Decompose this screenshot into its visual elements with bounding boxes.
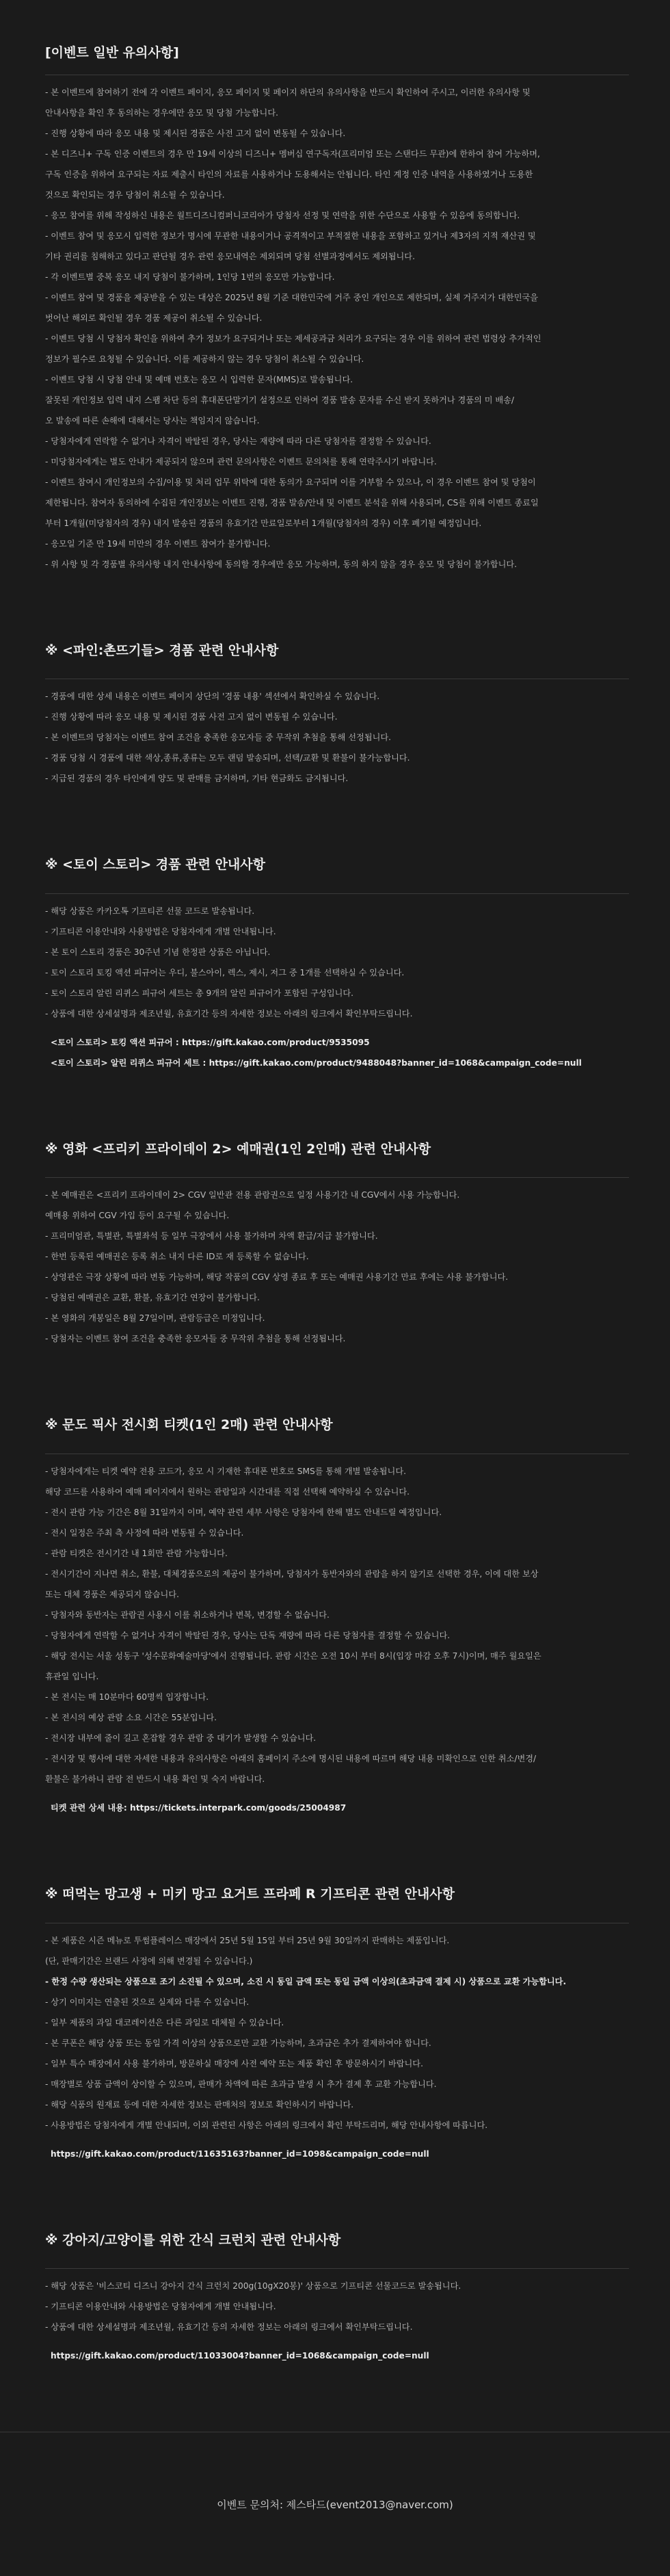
notice-line: - 기프티콘 이용안내와 사용방법은 당첨자에게 개별 안내됩니다. [45, 2302, 276, 2312]
notice-line: - 전시기간이 지나면 취소, 환불, 대체경품으로의 제공이 불가하며, 당첨자가 동반자와의 관람을 하지 않기로 선택한 경우, 이에 대한 보상 [45, 1568, 539, 1579]
notice-line: 오 발송에 따른 손해에 대해서는 당사는 책임지지 않습니다. [45, 415, 260, 425]
notice-line: 제한됩니다. 참여자 동의하에 수집된 개인정보는 이벤트 진행, 경품 발송/안내 및 이벤트 분석을 위해 사용되며, CS를 위해 이벤트 종료일 [45, 497, 539, 508]
notice-line: - 한정 수량 생산되는 상품으로 조기 소진될 수 있으며, 소진 시 동일 금액 또는 동일 금액 이상의(초과금액 결제 시) 상품으로 교환 가능합니다. [45, 1976, 567, 1986]
notice-line: 부터 1개월(미당첨자의 경우) 내지 발송된 경품의 유효기간 만료일로부터 1개월(당첨자의 경우) 이후 폐기될 예정입니다. [45, 518, 482, 528]
mango-links [45, 2144, 629, 2164]
fine-notice-list [45, 686, 629, 789]
notice-line: - 토이 스토리 토킹 액션 피규어는 우디, 불스아이, 렉스, 제시, 저그 중 1개를 선택하실 수 있습니다. [45, 967, 405, 977]
notice-line: 구독 인증을 위하여 요구되는 자료 제출시 타인의 자료를 사용하거나 도용해서는 안됩니다. 타인 계정 인증 내역을 사용하였거나 도용한 [45, 169, 533, 179]
mango-notice-title: ※ 떠먹는 망고생 + 미키 망고 요거트 프라페 R 기프티콘 관련 안내사항 [45, 1886, 455, 1902]
pet-snack-notice-title: ※ 강아지/고양이를 위한 간식 크런치 관련 안내사항 [45, 2232, 341, 2248]
notice-line: - 본 예매권은 <프리키 프라이데이 2> CGV 일반관 전용 관람권으로 일정 사용기간 내 CGV에서 사용 가능합니다. [45, 1190, 460, 1200]
notice-line: - 이벤트 참여시 개인정보의 수집/이용 및 처리 업무 위탁에 대한 동의가 요구되며 이를 거부할 수 있으나, 이 경우 이벤트 참여 및 당첨이 [45, 477, 536, 487]
mango-notice-section [45, 1885, 629, 2164]
fine-notice-section [45, 642, 629, 789]
notice-line: 안내사항을 확인 후 동의하는 경우에만 응모 및 당첨 가능합니다. [45, 107, 278, 118]
notice-line: - 해당 상품은 카카오톡 기프티콘 선물 코드로 발송됩니다. [45, 906, 255, 916]
notice-line: - 본 제품은 시즌 메뉴로 투썸플레이스 매장에서 25년 5월 15일 부터 25년 9월 30일까지 판매하는 제품입니다. [45, 1935, 450, 1945]
fine-notice-title: ※ <파인:촌뜨기들> 경품 관련 안내사항 [45, 642, 279, 658]
notice-line: - 일부 특수 매장에서 사용 불가하며, 방문하실 매장에 사전 예약 또는 제품 확인 후 방문하시기 바랍니다. [45, 2058, 423, 2068]
notice-line: - 당첨자는 이벤트 참여 조건을 충족한 응모자들 중 무작위 추첨을 통해 선정됩니다. [45, 1334, 346, 1344]
exhibition-links [45, 1798, 629, 1818]
pet-snack-notice-list [45, 2276, 629, 2337]
notice-line: 기타 권리를 침해하고 있다고 판단될 경우 관련 응모내역은 제외되며 당첨 선별과정에서도 제외됩니다. [45, 251, 415, 261]
notice-line: - 당첨자에게 연락할 수 없거나 자격이 박탈된 경우, 당사는 단독 재량에 따라 다른 당첨자를 결정할 수 있습니다. [45, 1630, 451, 1640]
notice-line: - 각 이벤트별 중복 응모 내지 당첨이 불가하며, 1인당 1번의 응모만 가능합니다. [45, 272, 335, 282]
notice-line: - 해당 식품의 원재료 등에 대한 자세한 정보는 판매처의 정보로 확인하시기 바랍니다. [45, 2099, 354, 2110]
notice-line: (단, 판매기간은 브랜드 사정에 의해 변경될 수 있습니다.) [45, 1956, 253, 1966]
notice-line: - 당첨된 예매권은 교환, 환불, 유효기간 연장이 불가합니다. [45, 1293, 260, 1303]
notice-line: - 프리미엄관, 특별관, 특별좌석 등 일부 극장에서 사용 불가하며 차액 환급/지급 불가합니다. [45, 1231, 378, 1241]
notice-line: - 전시장 및 행사에 대한 자세한 내용과 유의사항은 아래의 홈페이지 주소에 명시된 내용에 따르며 해당 내용 미확인으로 인한 취소/변경/ [45, 1753, 537, 1763]
notice-line: - 상품에 대한 상세설명과 제조년월, 유효기간 등의 자세한 정보는 아래의 링크에서 확인부탁드립니다. [45, 2322, 413, 2332]
notice-line: - 한번 등록된 예매권은 등록 취소 내지 다른 ID로 재 등록할 수 없습니다. [45, 1252, 309, 1262]
notice-line: 휴관일 입니다. [45, 1671, 99, 1681]
general-notice-section [45, 44, 629, 575]
notice-line: - 해당 전시는 서울 성동구 '성수문화예술마당'에서 진행됩니다. 관람 시간은 오전 10시 부터 8시(입장 마감 오후 7시)이며, 매주 월요일은 [45, 1651, 541, 1661]
notice-line: - 본 이벤트에 참여하기 전에 각 이벤트 페이지, 응모 페이지 및 페이지 하단의 유의사항을 반드시 확인하여 주시고, 이러한 유의사항 및 [45, 87, 531, 97]
notice-line: - 이벤트 당첨 시 당첨자 확인을 위하여 추가 정보가 요구되거나 또는 제세공과금 처리가 요구되는 경우 이를 위하여 관련 법령상 추가적인 [45, 333, 541, 343]
notice-line: - 이벤트 당첨 시 당첨 안내 및 예매 번호는 응모 시 입력한 문자(MMS)로 발송됩니다. [45, 374, 353, 384]
notice-line: 환불은 불가하니 관람 전 반드시 내용 확인 및 숙지 바랍니다. [45, 1774, 265, 1784]
movie-ticket-notice-section [45, 1140, 629, 1350]
notice-line: - 진행 상황에 따라 응모 내용 및 제시된 경품은 사전 고지 없이 변동될 수 있습니다. [45, 128, 346, 138]
notice-line: 또는 대체 경품은 제공되지 않습니다. [45, 1589, 179, 1599]
notice-line: - 응모일 기준 만 19세 미만의 경우 이벤트 참여가 불가합니다. [45, 538, 271, 549]
notice-line: - 사용방법은 당첨자에게 개별 안내되며, 이외 관련된 사항은 아래의 링크에서 확인 부탁드리며, 해당 안내사항에 따릅니다. [45, 2120, 488, 2130]
notice-line: - 본 토이 스토리 경품은 30주년 기념 한정판 상품은 아닙니다. [45, 947, 271, 957]
general-notice-title: [이벤트 일반 유의사항] [45, 45, 179, 60]
toy-story-link-talking-figure[interactable]: <토이 스토리> 토킹 액션 피규어 : https://gift.kakao.com/product/9535095 [51, 1037, 370, 1047]
notice-line: - 상영관은 극장 상황에 따라 변동 가능하며, 해당 작품의 CGV 상영 종료 후 또는 예매권 사용기간 만료 후에는 사용 불가합니다. [45, 1272, 509, 1283]
notice-line: - 상기 이미지는 연출된 것으로 실제와 다를 수 있습니다. [45, 1997, 250, 2007]
notice-line: - 본 전시는 매 10분마다 60명씩 입장합니다. [45, 1692, 209, 1702]
notice-line: - 본 디즈니+ 구독 인증 이벤트의 경우 만 19세 이상의 디즈니+ 멤버십 연구독자(프리미엄 또는 스탠다드 무관)에 한하여 참여 가능하며, [45, 148, 540, 159]
notice-line: - 전시 관람 가능 기간은 8월 31일까지 이며, 예약 관련 세부 사항은 당첨자에 한해 별도 안내드릴 예정입니다. [45, 1507, 442, 1517]
notice-line: - 본 영화의 개봉일은 8월 27일이며, 관람등급은 미정입니다. [45, 1313, 265, 1324]
notice-line: - 이벤트 참여 및 경품을 제공받을 수 있는 대상은 2025년 8월 기준 대한민국에 거주 중인 개인으로 제한되며, 실제 거주지가 대한민국을 [45, 292, 539, 302]
notice-line: - 당첨자에게는 티켓 예약 전용 코드가, 응모 시 기재한 휴대폰 번호로 SMS를 통해 개별 발송됩니다. [45, 1466, 406, 1476]
notice-line: - 관람 티켓은 전시기간 내 1회만 관람 가능합니다. [45, 1548, 228, 1558]
toy-story-link-alien-figure-set[interactable]: <토이 스토리> 알린 리퀴스 피규어 세트 : https://gift.kakao.com/product/9488048?banner_id=1068&campaign_code=null [51, 1057, 582, 1068]
contact-text: 이벤트 문의처: 제스타드(event2013@naver.com) [217, 2498, 453, 2511]
general-notice-list [45, 82, 629, 575]
divider [45, 1177, 629, 1178]
exhibition-notice-title: ※ 문도 픽사 전시회 티켓(1인 2매) 관련 안내사항 [45, 1417, 333, 1433]
toy-story-notice-list [45, 901, 629, 1024]
notice-line: 벗어난 해외로 확인될 경우 경품 제공이 취소될 수 있습니다. [45, 313, 263, 323]
movie-ticket-notice-list [45, 1185, 629, 1349]
notice-line: - 진행 상황에 따라 응모 내용 및 제시된 경품 사전 고지 없이 변동될 수 있습니다. [45, 712, 338, 722]
movie-ticket-notice-title: ※ 영화 <프리키 프라이데이 2> 예매권(1인 2인매) 관련 안내사항 [45, 1141, 431, 1157]
notice-line: 정보가 필수로 요청될 수 있습니다. 이를 제공하지 않는 경우 당첨이 취소될 수 있습니다. [45, 354, 364, 364]
notice-line: 예매용 위하여 CGV 가입 등이 요구될 수 있습니다. [45, 1211, 230, 1221]
notice-line: - 응모 참여를 위해 작성하신 내용은 월트디즈니컴퍼니코리아가 당첨자 선정 및 연락을 위한 수단으로 사용할 수 있음에 동의합니다. [45, 210, 520, 220]
notice-line: - 이벤트 참여 및 응모시 입력한 정보가 명시에 무관한 내용이거나 공격적이고 부적절한 내용을 포함하고 있거나 제3자의 지적 재산권 및 [45, 231, 536, 241]
pet-snack-notice-section [45, 2231, 629, 2367]
notice-line: 잘못된 개인정보 입력 내지 스팸 차단 등의 휴대폰단말기기 설정으로 인하여 경품 발송 문자를 수신 받지 못하거나 경품의 미 배송/ [45, 395, 515, 405]
notice-line: - 본 전시의 예상 관람 소요 시간은 55분입니다. [45, 1712, 217, 1722]
notice-line: - 전시 일정은 주최 측 사정에 따라 변동될 수 있습니다. [45, 1527, 244, 1538]
notice-line: - 미당첨자에게는 별도 안내가 제공되지 않으며 관련 문의사항은 이벤트 문의처를 통해 연락주시기 바랍니다. [45, 456, 437, 466]
mango-notice-list [45, 1930, 629, 2135]
pet-snack-links [45, 2345, 629, 2366]
notice-line: 것으로 확인되는 경우 당첨이 취소될 수 있습니다. [45, 189, 225, 200]
exhibition-ticket-link[interactable]: 티켓 관련 상세 내용: https://tickets.interpark.com/goods/25004987 [51, 1802, 347, 1813]
notice-line: - 경품 당첨 시 경품에 대한 색상,종류,종류는 모두 랜덤 발송되며, 선택/교환 및 환불이 불가능합니다. [45, 753, 410, 763]
toy-story-notice-section [45, 856, 629, 1073]
exhibition-notice-list [45, 1461, 629, 1789]
divider [45, 2268, 629, 2269]
notice-line: - 경품에 대한 상세 내용은 이벤트 페이지 상단의 '경품 내용' 섹션에서 확인하실 수 있습니다. [45, 692, 380, 702]
notice-line: - 해당 상품은 '비스코티 디즈니 강아지 간식 크런치 200g(10gX20봉)' 상품으로 기프티콘 선물코드로 발송됩니다. [45, 2281, 461, 2291]
exhibition-notice-section [45, 1416, 629, 1818]
notice-line: 해당 코드를 사용하여 예매 페이지에서 원하는 관람일과 시간대를 직접 선택해 예약하실 수 있습니다. [45, 1486, 410, 1497]
mango-gift-link[interactable]: https://gift.kakao.com/product/11635163?banner_id=1098&campaign_code=null [51, 2148, 429, 2159]
notice-line: - 일부 제품의 과일 대코레이션은 다른 과일로 대체될 수 있습니다. [45, 2017, 284, 2027]
notice-line: - 상품에 대한 상세설명과 제조년월, 유효기간 등의 자세한 정보는 아래의 링크에서 확인부탁드립니다. [45, 1008, 413, 1018]
divider [45, 893, 629, 894]
notice-line: - 매장별로 상품 금액이 상이할 수 있으며, 판매가 차액에 따른 초과금 발생 시 추가 결제 후 교환 가능합니다. [45, 2079, 437, 2089]
contact-footer [0, 2432, 670, 2576]
notice-line: - 지급된 경품의 경우 타인에게 양도 및 판매를 금지하며, 기타 현금화도 금지됩니다. [45, 774, 349, 784]
pet-snack-gift-link[interactable]: https://gift.kakao.com/product/11033004?banner_id=1068&campaign_code=null [51, 2351, 429, 2361]
notice-line: - 토이 스토리 알린 리퀴스 피규어 세트는 총 9개의 알린 피규어가 포함된 구성입니다. [45, 988, 354, 998]
notice-line: - 본 쿠폰은 해당 상품 또는 동일 가격 이상의 상품으로만 교환 가능하며, 초과금은 추가 결제하여야 합니다. [45, 2038, 431, 2048]
toy-story-links [45, 1032, 629, 1073]
notice-line: - 전시장 내부에 줄이 길고 혼잡할 경우 관람 중 대기가 발생할 수 있습니다. [45, 1733, 317, 1743]
notice-line: - 당첨자와 동반자는 관람권 사용시 이를 취소하거나 변복, 변경할 수 없습니다. [45, 1609, 330, 1620]
toy-story-notice-title: ※ <토이 스토리> 경품 관련 안내사항 [45, 857, 265, 873]
notice-line: - 위 사항 및 각 경품별 유의사항 내지 안내사항에 동의할 경우에만 응모 가능하며, 동의 하지 않을 경우 응모 및 당첨이 불가합니다. [45, 559, 518, 569]
notice-line: - 기프티콘 이용안내와 사용방법은 당첨자에게 개별 안내됩니다. [45, 926, 276, 936]
notice-line: - 본 이벤트의 당첨자는 이벤트 참여 조건을 충족한 응모자들 중 무작위 추첨을 통해 선정됩니다. [45, 733, 392, 743]
notice-line: - 당첨자에게 연락할 수 없거나 자격이 박탈된 경우, 당사는 재량에 따라 다른 당첨자를 결정할 수 있습니다. [45, 436, 431, 446]
